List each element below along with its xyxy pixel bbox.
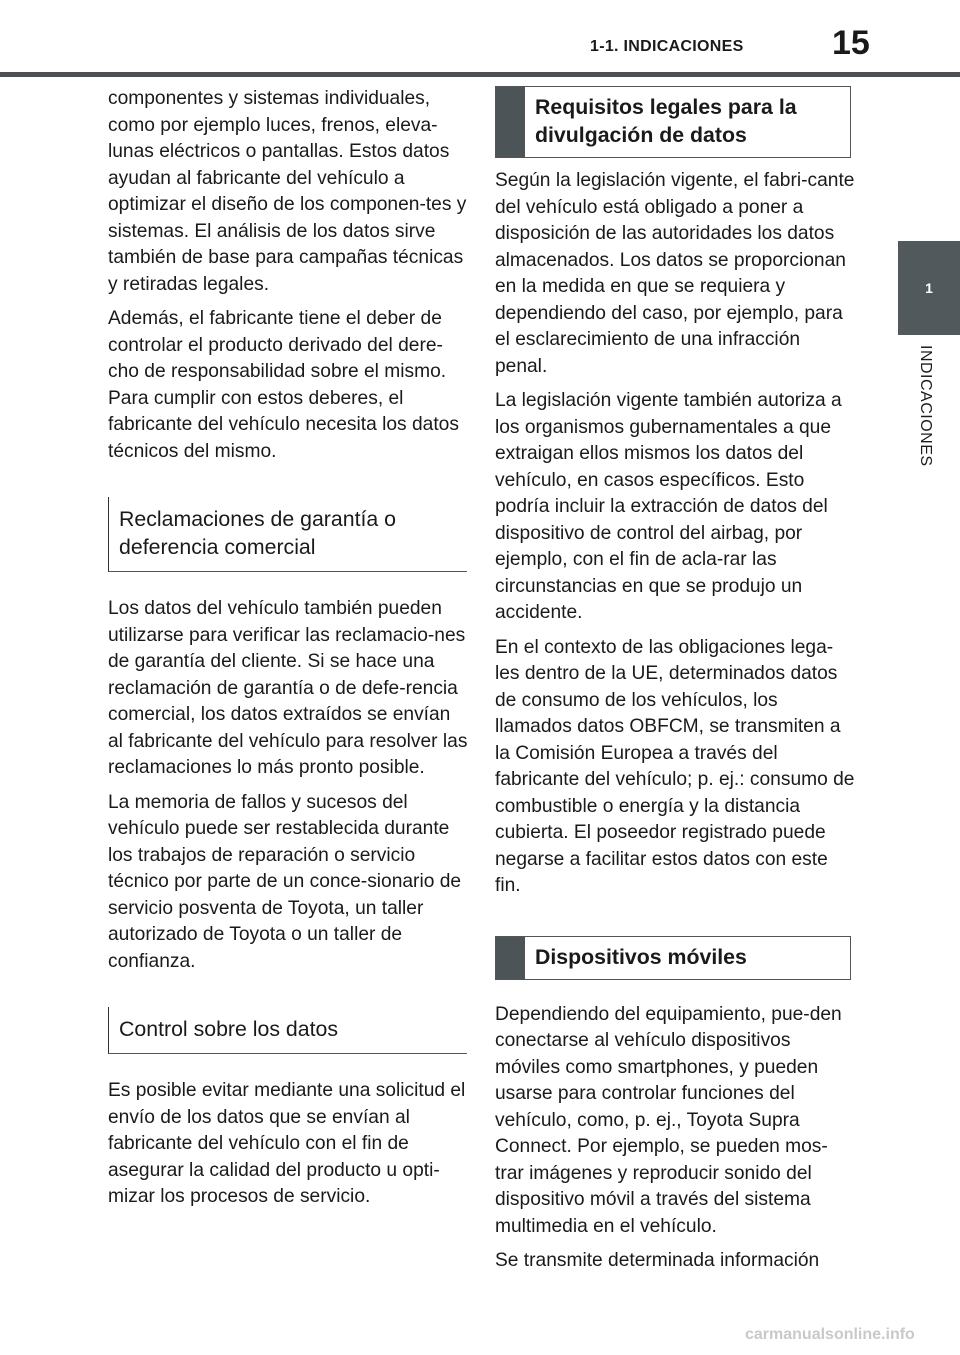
paragraph: En el contexto de las obligaciones lega-les dentro de la UE, determinados datos de consumo de los vehículos, los llamados datos OBFCM, se transmiten a la Comisión Europea a través del fabricante del vehículo; p. ej.: consumo de combustible o energía y la distancia cubierta. El poseedor registrado puede negarse a facilitar estos datos con este fin. [495, 636, 855, 896]
paragraph: La legislación vigente también autoriza a los organismos gubernamentales a que extraigan ellos mismos los datos del vehículo, en casos específicos. Esto podría incluir la extracción de datos del dispositivo de control del airbag, por ejemplo, con el fin de acla-rar las circunstancias en que se produjo un accidente. [495, 390, 842, 623]
chapter-number: 1 [925, 280, 933, 296]
chapter-tab[interactable] [898, 241, 960, 335]
section-heading-warranty: Reclamaciones de garantía o deferencia comercial [108, 497, 467, 572]
heading-text: Requisitos legales para la divulgación de datos [535, 95, 797, 147]
section-heading-data-control: Control sobre los datos [108, 1007, 467, 1054]
paragraph: Según la legislación vigente, el fabri-cante del vehículo está obligado a poner a disposición de las autoridades los datos almacenados. Los datos se proporcionan en la medida en que se requiera y dependiendo del caso, por ejemplo, para el esclarecimiento de una infracción penal. [495, 170, 855, 377]
left-column [108, 86, 468, 1219]
watermark: carmanualsonline.info [745, 1326, 915, 1343]
section-heading-legal-requirements [495, 86, 851, 158]
paragraph: Además, el fabricante tiene el deber de controlar el producto derivado del dere-cho de responsabilidad sobre el mismo. Para cumplir con estos deberes, el fabricante del vehículo necesita los datos técnicos del mismo. [108, 308, 459, 462]
paragraph: Los datos del vehículo también pueden utilizarse para verificar las reclamacio-nes de garantía del cliente. Si se hace una reclamación de garantía o de defe-rencia comercial, los datos extraídos se envían al fabricante del vehículo para resolver las reclamaciones lo más pronto posible. [108, 598, 468, 778]
paragraph: Es posible evitar mediante una solicitud el envío de los datos que se envían al fabricante del vehículo con el fin de asegurar la calidad del producto u opti-mizar los procesos de servicio. [108, 1080, 466, 1207]
header-rule [0, 72, 960, 77]
paragraph: Se transmite determinada información [495, 1250, 820, 1271]
section-title: 1-1. INDICACIONES [590, 38, 744, 55]
right-column [495, 86, 855, 1283]
heading-bar [496, 87, 525, 157]
page-number: 15 [832, 24, 870, 62]
chapter-label: INDICACIONES [917, 345, 934, 467]
heading-bar [496, 937, 525, 979]
paragraph: componentes y sistemas individuales, como por ejemplo luces, frenos, eleva-lunas eléctricos o pantallas. Estos datos ayudan al fabricante del vehículo a optimizar el diseño de los componen-tes y sistemas. El análisis de los datos sirve también de base para campañas técnicas y retiradas legales. [108, 88, 467, 295]
paragraph: Dependiendo del equipamiento, pue-den conectarse al vehículo dispositivos móviles como smartphones, y pueden usarse para controlar funciones del vehículo, como, p. ej., Toyota Supra Connect. Por ejemplo, se pueden mos-trar imágenes y reproducir sonido del dispositivo móvil a través del sistema multimedia en el vehículo. [495, 1003, 842, 1237]
heading-text: Dispositivos móviles [535, 944, 747, 969]
section-heading-mobile-devices [495, 936, 851, 980]
paragraph: La memoria de fallos y sucesos del vehículo puede ser restablecida durante los trabajos de reparación o servicio técnico por parte de un conce-sionario de servicio posventa de Toyota, un taller autorizado de Toyota o un taller de confianza. [108, 791, 462, 972]
